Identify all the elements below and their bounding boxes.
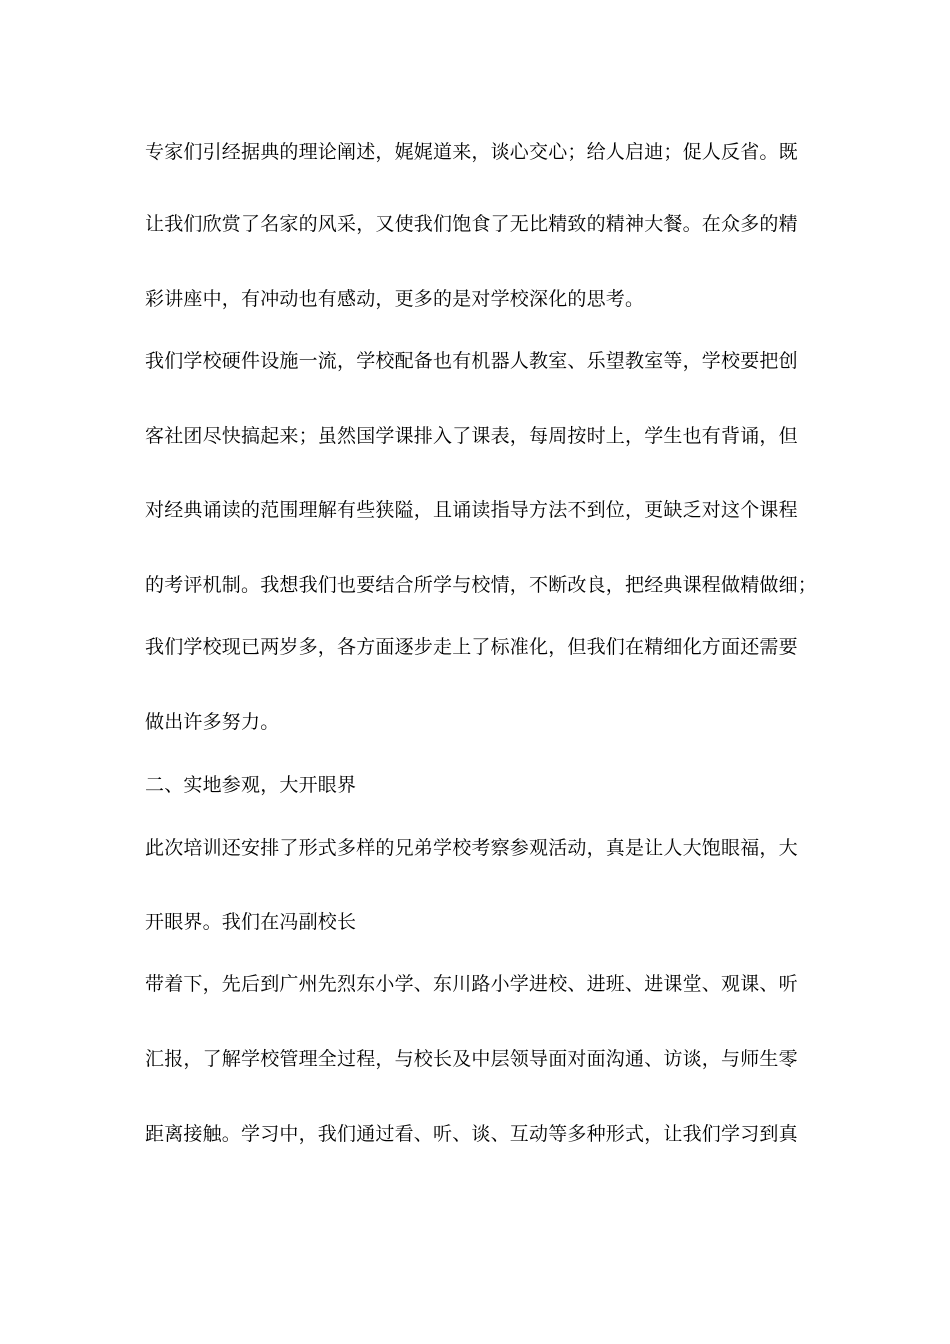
text-line: 让我们欣赏了名家的风采，又使我们饱食了无比精致的精神大餐。在众多的精 <box>145 213 798 235</box>
section-heading: 二、实地参观，大开眼界 <box>145 774 357 796</box>
text-line: 开眼界。我们在冯副校长 <box>145 911 357 933</box>
text-line: 对经典诵读的范围理解有些狭隘，且诵读指导方法不到位，更缺乏对这个课程 <box>145 499 798 521</box>
text-line: 做出许多努力。 <box>145 711 280 733</box>
text-line: 距离接触。学习中，我们通过看、听、谈、互动等多种形式，让我们学习到真 <box>145 1123 798 1145</box>
text-line: 彩讲座中，有冲动也有感动，更多的是对学校深化的思考。 <box>145 288 645 310</box>
text-line: 我们学校硬件设施一流，学校配备也有机器人教室、乐望教室等，学校要把创 <box>145 350 798 372</box>
text-line: 的考评机制。我想我们也要结合所学与校情，不断改良，把经典课程做精做细； <box>145 574 818 596</box>
text-line: 此次培训还安排了形式多样的兄弟学校考察参观活动，真是让人大饱眼福，大 <box>145 837 798 859</box>
text-line: 客社团尽快搞起来；虽然国学课排入了课表，每周按时上，学生也有背诵，但 <box>145 425 798 447</box>
text-line: 专家们引经据典的理论阐述，娓娓道来，谈心交心；给人启迪；促人反省。既 <box>145 141 798 163</box>
text-line: 汇报，了解学校管理全过程，与校长及中层领导面对面沟通、访谈，与师生零 <box>145 1048 798 1070</box>
text-line: 我们学校现已两岁多，各方面逐步走上了标准化，但我们在精细化方面还需要 <box>145 636 798 658</box>
text-line: 带着下，先后到广州先烈东小学、东川路小学进校、进班、进课堂、观课、听 <box>145 973 798 995</box>
